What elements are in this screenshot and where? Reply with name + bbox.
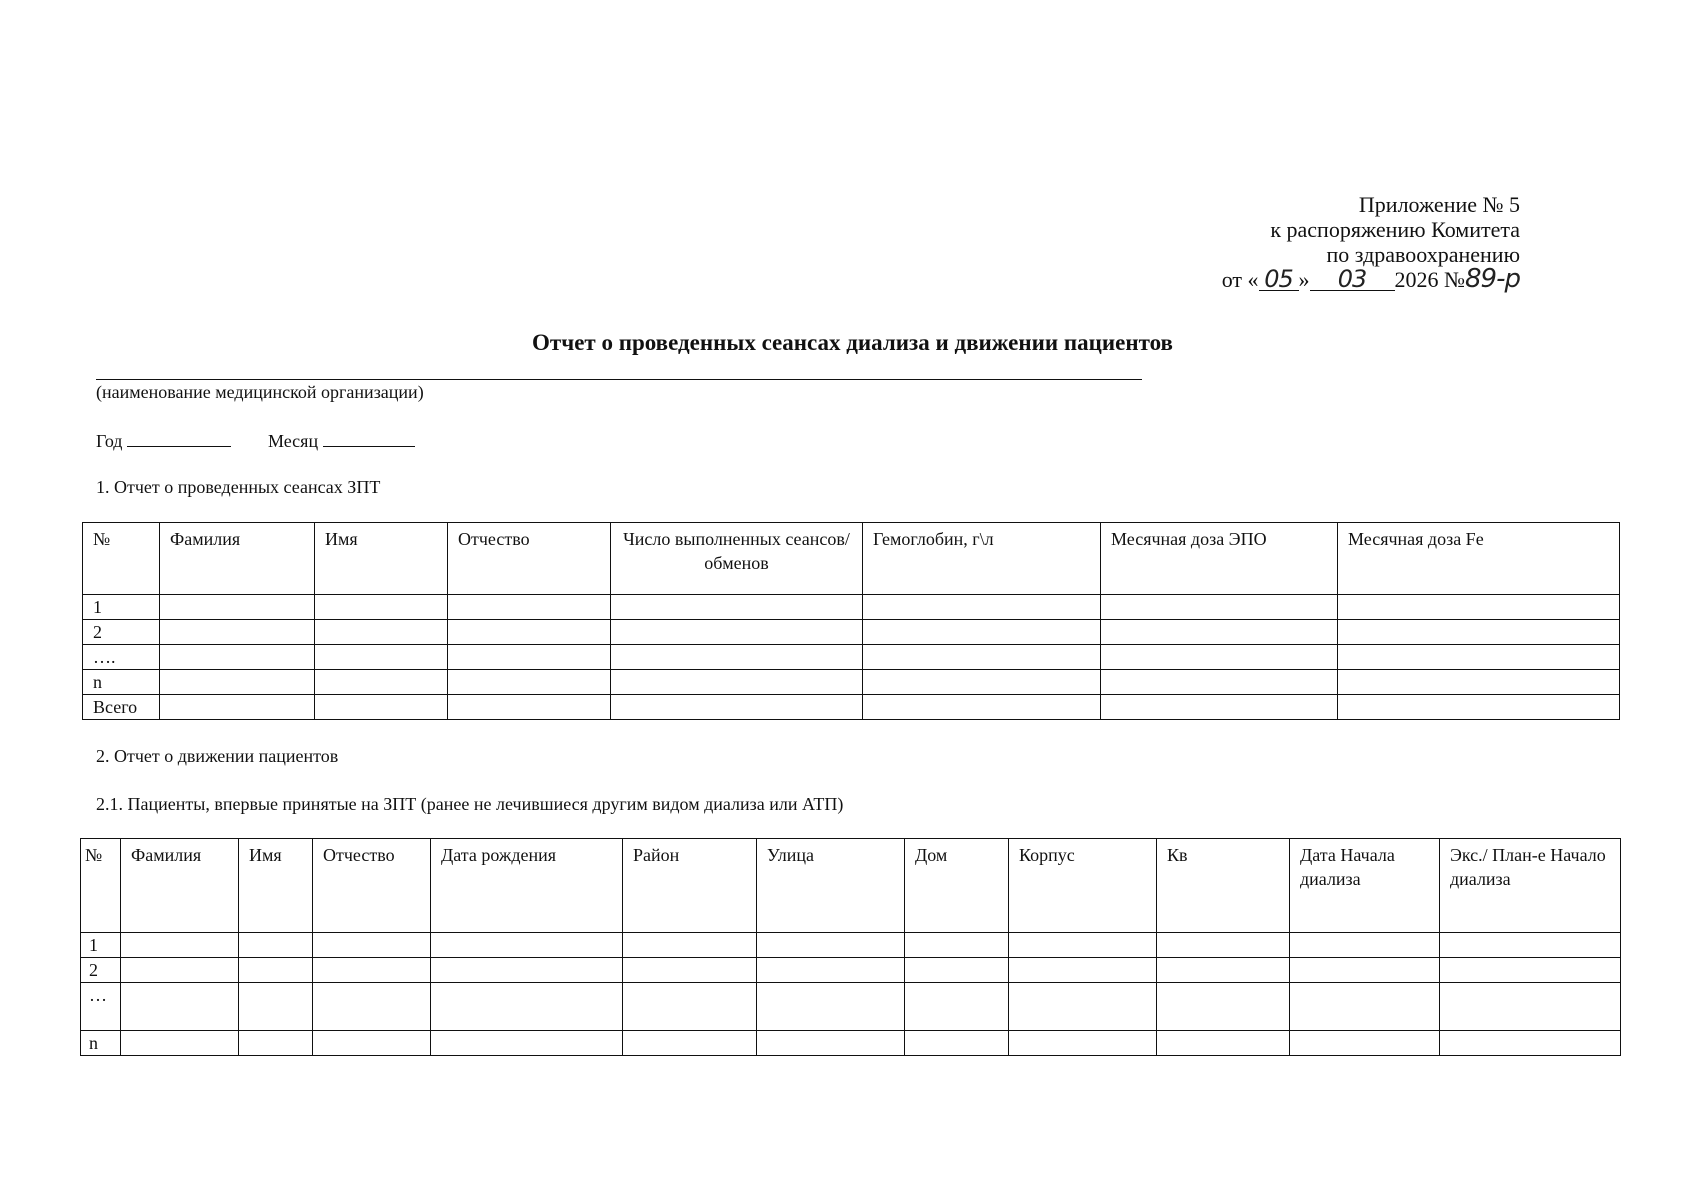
- table-row: [81, 1031, 1621, 1056]
- total-label: Всего: [83, 695, 160, 720]
- col-patronymic: Отчество: [313, 839, 431, 933]
- col-number: №: [81, 839, 121, 933]
- col-patronymic: Отчество: [448, 523, 611, 595]
- row-number: …: [81, 983, 121, 1031]
- month-field: [323, 428, 415, 447]
- col-sessions-count: Число выполненных сеансов/обменов: [611, 523, 863, 595]
- new-patients-table-header: [81, 839, 1621, 933]
- row-number: ….: [83, 645, 160, 670]
- section1-heading: 1. Отчет о проведенных сеансах ЗПТ: [96, 477, 381, 497]
- col-fe-dose: Месячная доза Fe: [1338, 523, 1620, 595]
- col-surname: Фамилия: [160, 523, 315, 595]
- organization-name-line: [96, 378, 1142, 380]
- col-number: №: [83, 523, 160, 595]
- order-number: 89-р: [1465, 264, 1520, 294]
- date-month: 03: [1310, 268, 1395, 291]
- table-row: [83, 645, 1620, 670]
- appendix-committee-line: по здравоохранению: [1326, 242, 1520, 267]
- row-number: n: [81, 1031, 121, 1056]
- col-apartment: Кв: [1157, 839, 1290, 933]
- col-name: Имя: [315, 523, 448, 595]
- row-number: 1: [81, 933, 121, 958]
- year-label: Год: [96, 431, 123, 451]
- appendix-order-line: к распоряжению Комитета: [1270, 217, 1520, 242]
- table-row: [83, 670, 1620, 695]
- row-number: n: [83, 670, 160, 695]
- section2-heading: 2. Отчет о движении пациентов: [96, 746, 339, 766]
- col-building: Корпус: [1009, 839, 1157, 933]
- date-prefix: от «: [1221, 267, 1259, 292]
- col-epo-dose: Месячная доза ЭПО: [1101, 523, 1338, 595]
- table-row: [81, 983, 1621, 1031]
- appendix-title: Приложение № 5: [1358, 192, 1520, 217]
- col-street: Улица: [757, 839, 905, 933]
- organization-caption: (наименование медицинской организации): [96, 382, 424, 402]
- row-number: 1: [83, 595, 160, 620]
- period-line: [96, 428, 415, 452]
- new-patients-table: [80, 838, 1621, 1056]
- year-field: [127, 428, 231, 447]
- col-name: Имя: [239, 839, 313, 933]
- sessions-table-header: [83, 523, 1620, 595]
- appendix-date-line: [1221, 264, 1520, 294]
- appendix-block: [1222, 192, 1520, 292]
- row-number: 2: [81, 958, 121, 983]
- table-row: [81, 933, 1621, 958]
- month-label: Месяц: [267, 431, 319, 451]
- table-row: [81, 958, 1621, 983]
- section2-1-heading: 2.1. Пациенты, впервые принятые на ЗПТ (ранее не лечившиеся другим видом диализа или АТП): [96, 794, 844, 814]
- col-dialysis-start-date: Дата Начала диализа: [1290, 839, 1440, 933]
- date-separator: »: [1298, 267, 1310, 292]
- col-district: Район: [623, 839, 757, 933]
- total-row: [83, 695, 1620, 720]
- table-row: [83, 620, 1620, 645]
- date-year: 2026 №: [1394, 267, 1466, 292]
- col-planned-start: Экс./ План-е Начало диализа: [1440, 839, 1621, 933]
- col-hemoglobin: Гемоглобин, г\л: [863, 523, 1101, 595]
- col-birth-date: Дата рождения: [431, 839, 623, 933]
- report-title: Отчет о проведенных сеансах диализа и движении пациентов: [532, 330, 1173, 355]
- row-number: 2: [83, 620, 160, 645]
- col-surname: Фамилия: [121, 839, 239, 933]
- table-row: [83, 595, 1620, 620]
- col-house: Дом: [905, 839, 1009, 933]
- date-day: 05: [1259, 268, 1299, 291]
- sessions-table: [82, 522, 1620, 720]
